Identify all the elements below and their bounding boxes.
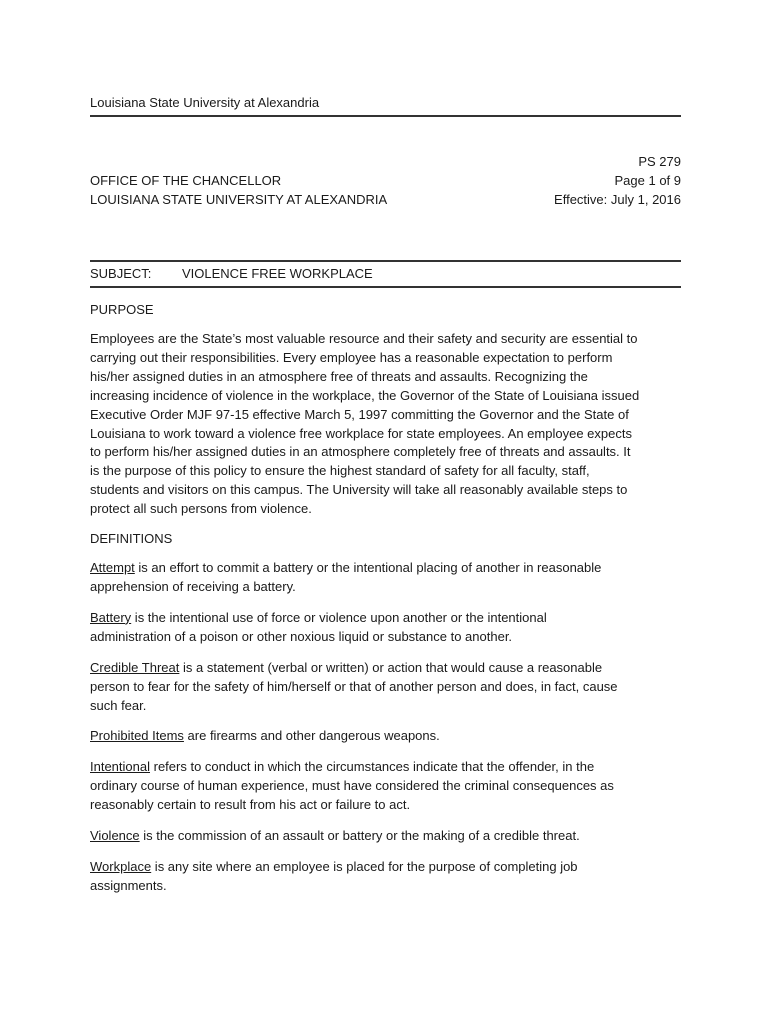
definition-term: Intentional: [90, 759, 150, 775]
purpose-heading: PURPOSE: [90, 302, 154, 317]
definition-attempt: [90, 559, 681, 597]
definition-text: apprehension of receiving a battery.: [90, 578, 296, 594]
subject-row: [90, 260, 681, 288]
definitions-heading: DEFINITIONS: [90, 531, 173, 547]
office-line-1: OFFICE OF THE CHANCELLOR: [90, 173, 282, 188]
definition-text: refers to conduct in which the circumstances indicate that the offender, in the: [150, 759, 595, 775]
definition-prohibited-items: [90, 727, 681, 746]
definition-term: Workplace: [90, 858, 152, 874]
running-header: Louisiana State University at Alexandria: [90, 95, 681, 117]
purpose-line: increasing incidence of violence in the workplace, the Governor of the State of Louisiana issued: [90, 387, 640, 403]
office-block: [90, 152, 681, 209]
definition-text: is an effort to commit a battery or the intentional placing of another in reasonable: [134, 560, 602, 576]
purpose-line: Louisiana to work toward a violence free workplace for state employees. An employee expects: [90, 425, 632, 441]
definition-term: Violence: [90, 828, 140, 844]
purpose-line: is the purpose of this policy to ensure the highest standard of safety for all faculty, staff,: [90, 463, 590, 479]
definition-text: administration of a poison or other noxious liquid or substance to another.: [90, 628, 513, 644]
policy-number: PS 279: [638, 154, 681, 169]
purpose-line: students and visitors on this campus. The University will take all reasonably available steps to: [90, 482, 628, 498]
office-address: [90, 152, 387, 209]
definition-text: is any site where an employee is placed for the purpose of completing job: [151, 858, 578, 874]
definition-text: such fear.: [90, 697, 147, 713]
definition-term: Battery: [90, 609, 132, 625]
definition-term: Credible Threat: [90, 659, 180, 675]
definition-violence: [90, 827, 681, 846]
purpose-line: carrying out their responsibilities. Every employee has a reasonable expectation to perform: [90, 349, 613, 365]
definition-text: reasonably certain to result from his act or failure to act.: [90, 797, 411, 813]
definition-text: are firearms and other dangerous weapons.: [183, 728, 440, 744]
purpose-line: to perform his/her assigned duties in an atmosphere completely free of threats and assaults. It: [90, 444, 631, 460]
purpose-line: Employees are the State’s most valuable resource and their safety and security are essential to: [90, 331, 638, 346]
definition-term: Prohibited Items: [90, 728, 184, 744]
definition-battery: [90, 609, 681, 647]
definition-text: assignments.: [90, 877, 167, 893]
subject-value: VIOLENCE FREE WORKPLACE: [182, 266, 373, 281]
definition-credible-threat: [90, 659, 681, 716]
definition-text: is the commission of an assault or battery or the making of a credible threat.: [139, 828, 580, 844]
definition-text: is the intentional use of force or violence upon another or the intentional: [131, 609, 547, 625]
subject-label: SUBJECT:: [90, 266, 152, 281]
definition-text: person to fear for the safety of him/herself or that of another person and does, in fact, cause: [90, 678, 618, 694]
policy-info: [554, 152, 681, 209]
office-line-2: LOUISIANA STATE UNIVERSITY AT ALEXANDRIA: [90, 192, 388, 207]
effective-date: Effective: July 1, 2016: [554, 192, 681, 207]
purpose-line: protect all such persons from violence.: [90, 501, 312, 517]
purpose-line: Executive Order MJF 97-15 effective March 5, 1997 committing the Governor and the State of: [90, 406, 629, 422]
definition-text: ordinary course of human experience, must have considered the criminal consequences as: [90, 778, 614, 794]
definition-term: Attempt: [90, 560, 135, 576]
definition-text: is a statement (verbal or written) or action that would cause a reasonable: [179, 659, 603, 675]
purpose-paragraph: [90, 330, 681, 519]
definition-intentional: [90, 758, 681, 815]
purpose-line: his/her assigned duties in an atmosphere free of threats and assaults. Recognizing the: [90, 368, 588, 384]
page-number: Page 1 of 9: [614, 173, 681, 188]
definition-workplace: [90, 858, 681, 896]
